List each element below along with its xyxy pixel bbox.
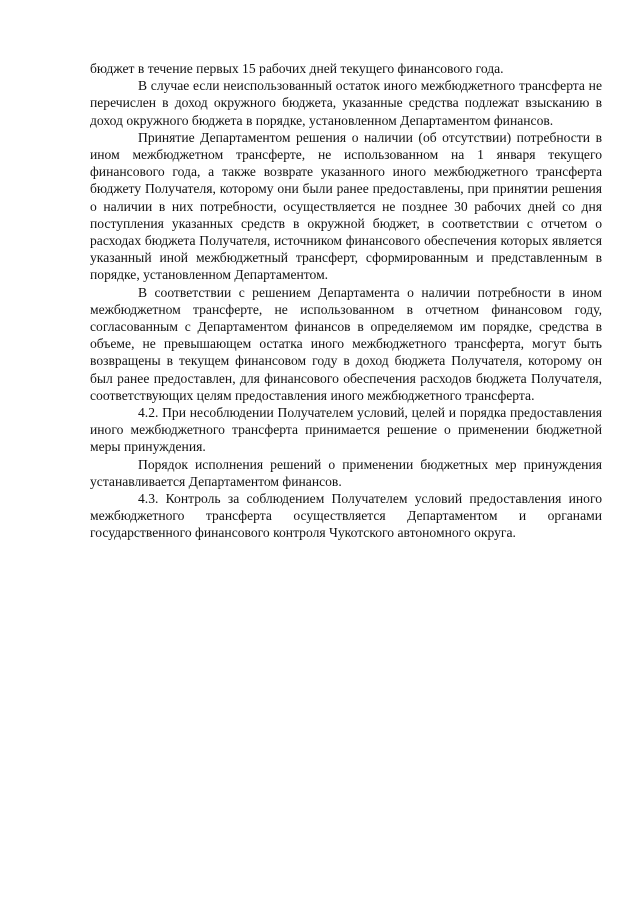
paragraph-return-funds: В соответствии с решением Департамента о наличии потребности в ином межбюджетном трансферте, не использованном в отчетном финансовом году, согласованным с Департаментом финансов в определяемом им порядке, средства в объеме, не превышающем остатка иного межбюджетного трансферта, могут быть возвращены в текущем финансовом году в доход бюджета Получателя, которому он был ранее предоставлен, для финансового обеспечения расходов бюджета Получателя, соответствующих целям предоставления иного межбюджетного трансферта. xyxy=(90,284,602,403)
document-page xyxy=(90,60,602,542)
paragraph-continuation: бюджет в течение первых 15 рабочих дней текущего финансового года. xyxy=(90,61,504,76)
paragraph-4-3: 4.3. Контроль за соблюдением Получателем условий предоставления иного межбюджетного трансферта осуществляется Департаментом и органами государственного финансового контроля Чукотского автономного округа. xyxy=(90,491,602,541)
paragraph-4-2: 4.2. При несоблюдении Получателем условий, целей и порядка предоставления иного межбюджетного трансферта принимается решение о применении бюджетной меры принуждения. xyxy=(90,405,602,455)
paragraph-unused-balance: В случае если неиспользованный остаток иного межбюджетного трансферта не перечислен в доход окружного бюджета, указанные средства подлежат взысканию в доход окружного бюджета в порядке, установленном Департаментом финансов. xyxy=(90,78,602,128)
paragraph-decision-need: Принятие Департаментом решения о наличии (об отсутствии) потребности в ином межбюджетном трансферте, не использованном на 1 января текущего финансового года, а также возврате указанного иного межбюджетного трансферта бюджету Получателя, которому они были ранее предоставлены, при принятии решения о наличии в них потребности, осуществляется не позднее 30 рабочих дней со дня поступления указанных средств в окружной бюджет, в соответствии с отчетом о расходах бюджета Получателя, источником финансового обеспечения которых является указанный иной межбюджетный трансферт, сформированным и представленным в порядке, установленном Департаментом. xyxy=(90,129,602,283)
paragraph-enforcement-order: Порядок исполнения решений о применении бюджетных мер принуждения устанавливается Департаментом финансов. xyxy=(90,456,602,489)
